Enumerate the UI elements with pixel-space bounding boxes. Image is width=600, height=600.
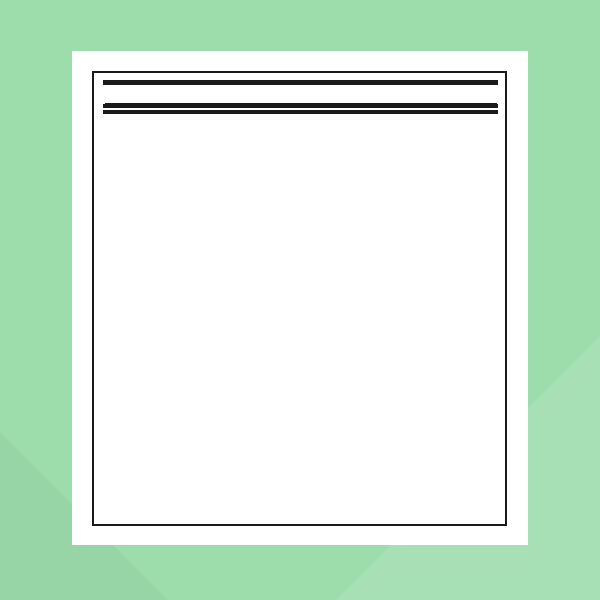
- label-card: [72, 51, 528, 545]
- supplement-facts-panel: [92, 71, 507, 526]
- table-header: [105, 85, 497, 103]
- divider-medium: [103, 104, 498, 108]
- divider-bottom: [103, 110, 498, 114]
